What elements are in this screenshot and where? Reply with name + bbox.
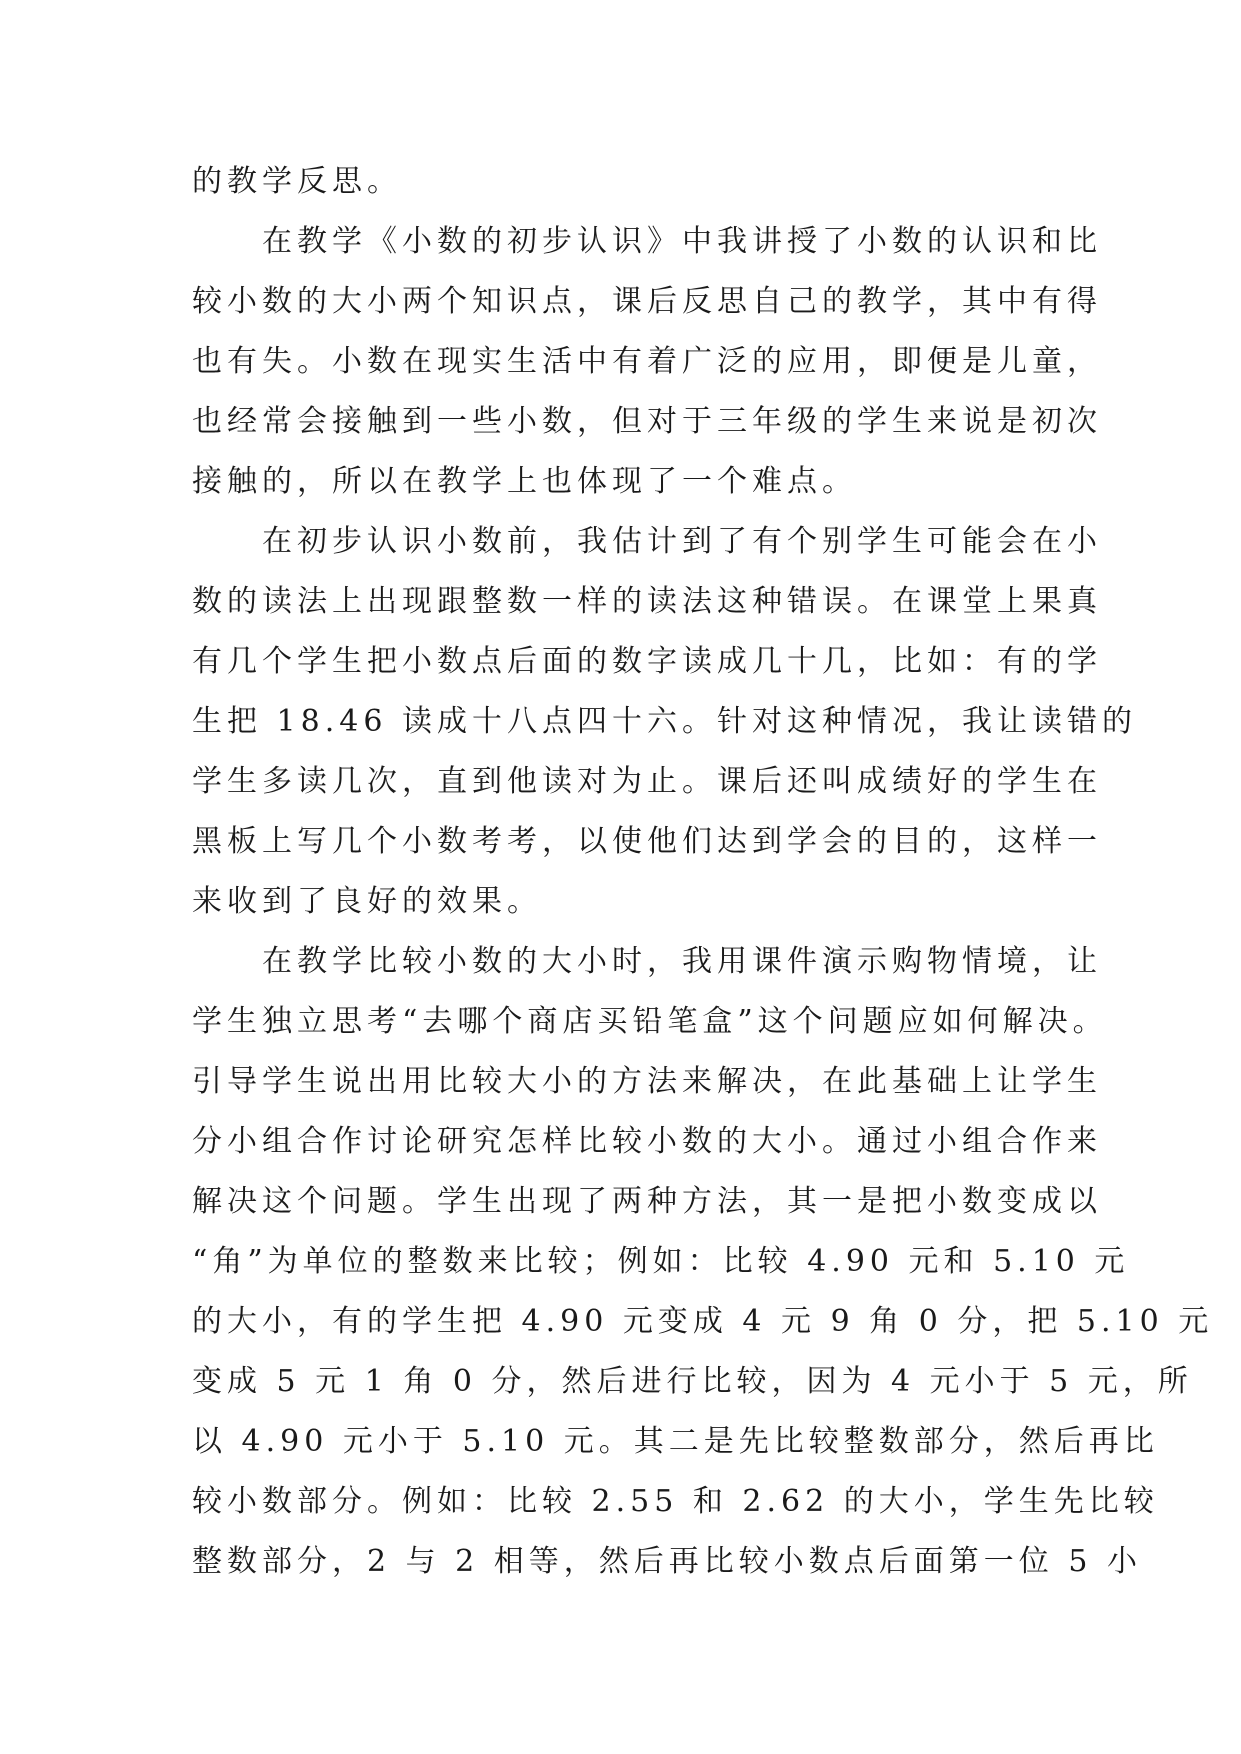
text-line: 较小数部分。例如：比较 2.55 和 2.62 的大小，学生先比较 xyxy=(192,1484,1159,1519)
text-line: 变成 5 元 1 角 0 分，然后进行比较，因为 4 元小于 5 元，所 xyxy=(192,1364,1193,1399)
text-line: 生把 18.46 读成十八点四十六。针对这种情况，我让读错的 xyxy=(192,704,1137,739)
text-line: 也有失。小数在现实生活中有着广泛的应用，即便是儿童， xyxy=(192,344,1102,379)
text-line: 接触的，所以在教学上也体现了一个难点。 xyxy=(192,464,857,499)
text-line: 引导学生说出用比较大小的方法来解决，在此基础上让学生 xyxy=(192,1064,1102,1099)
text-line: 的大小，有的学生把 4.90 元变成 4 元 9 角 0 分，把 5.10 元 xyxy=(192,1304,1214,1339)
text-line: 整数部分，2 与 2 相等，然后再比较小数点后面第一位 5 小 xyxy=(192,1544,1142,1579)
text-line: 学生多读几次，直到他读对为止。课后还叫成绩好的学生在 xyxy=(192,764,1102,799)
text-line: 的教学反思。 xyxy=(192,164,402,199)
text-line: 在教学比较小数的大小时，我用课件演示购物情境，让 xyxy=(192,944,1102,979)
text-line: 以 4.90 元小于 5.10 元。其二是先比较整数部分，然后再比 xyxy=(192,1424,1159,1459)
text-line: 分小组合作讨论研究怎样比较小数的大小。通过小组合作来 xyxy=(192,1124,1102,1159)
text-line: 来收到了良好的效果。 xyxy=(192,884,542,919)
text-line: 也经常会接触到一些小数，但对于三年级的学生来说是初次 xyxy=(192,404,1102,439)
text-line: 学生独立思考“去哪个商店买铅笔盒”这个问题应如何解决。 xyxy=(192,1004,1108,1039)
text-line: 解决这个问题。学生出现了两种方法，其一是把小数变成以 xyxy=(192,1184,1102,1219)
text-line: 有几个学生把小数点后面的数字读成几十几，比如：有的学 xyxy=(192,644,1102,679)
text-line: 在教学《小数的初步认识》中我讲授了小数的认识和比 xyxy=(192,224,1102,259)
text-line: 较小数的大小两个知识点，课后反思自己的教学，其中有得 xyxy=(192,284,1102,319)
text-line: 数的读法上出现跟整数一样的读法这种错误。在课堂上果真 xyxy=(192,584,1102,619)
body-text xyxy=(192,152,1214,1592)
text-line: 在初步认识小数前，我估计到了有个别学生可能会在小 xyxy=(192,524,1102,559)
text-line: “角”为单位的整数来比较；例如：比较 4.90 元和 5.10 元 xyxy=(192,1244,1130,1279)
text-line: 黑板上写几个小数考考，以使他们达到学会的目的，这样一 xyxy=(192,824,1102,859)
